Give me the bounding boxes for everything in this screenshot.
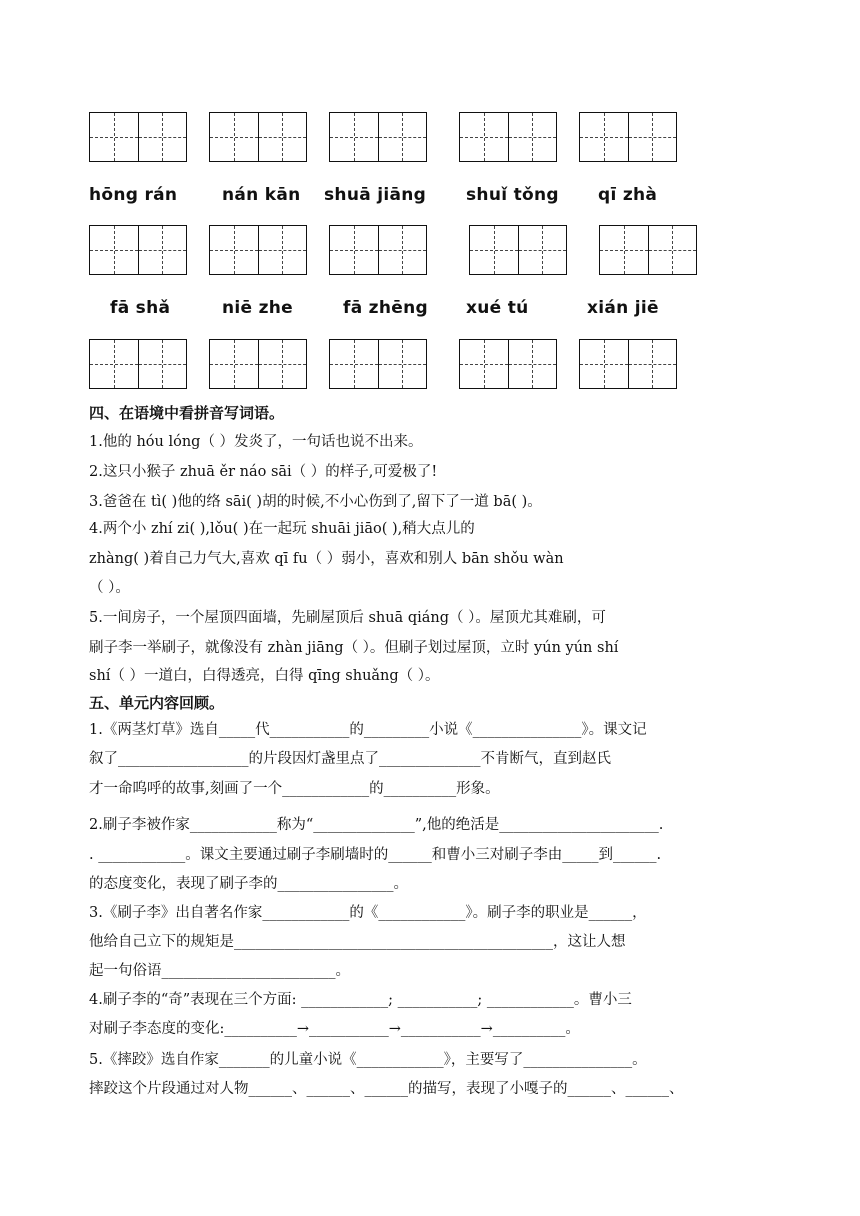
pinyin-label: xué tú: [466, 298, 529, 318]
pinyin-label: xián jiē: [587, 298, 659, 318]
writing-box[interactable]: [459, 339, 557, 389]
writing-box[interactable]: [459, 112, 557, 162]
pinyin-label: nán kān: [222, 185, 301, 205]
question-line: 刷子李一举刷子，就像没有 zhàn jiāng（ ）。但刷子划过屋顶，立时 yún yún shí: [89, 640, 619, 656]
writing-box[interactable]: [209, 339, 307, 389]
writing-box[interactable]: [579, 112, 677, 162]
section-4-heading: 四、在语境中看拼音写词语。: [89, 404, 285, 422]
question-line: 摔跤这个片段通过对人物______、______、______的描写，表现了小嘎子的______、______、: [89, 1081, 684, 1097]
question-line: 3.《刷子李》出自著名作家____________的《____________》。刷子李的职业是______，: [89, 905, 647, 921]
writing-box[interactable]: [329, 112, 427, 162]
pinyin-label: fā shǎ: [110, 298, 171, 318]
writing-box[interactable]: [469, 225, 567, 275]
question-line: zhàng( )着自己力气大,喜欢 qī fu（ ）弱小，喜欢和别人 bān shǒu wàn: [89, 551, 564, 567]
writing-box[interactable]: [329, 225, 427, 275]
question-line: 2.这只小猴子 zhuā ěr náo sāi（ ）的样子,可爱极了!: [89, 464, 438, 480]
writing-box[interactable]: [89, 339, 187, 389]
question-line: shí（ ）一道白，白得透亮，白得 qīng shuǎng（ ）。: [89, 668, 440, 684]
question-line: 1.《两茎灯草》选自_____代___________的_________小说《_______________》。课文记: [89, 722, 647, 738]
writing-box[interactable]: [579, 339, 677, 389]
question-line: 他给自己立下的规矩是____________________________________________，这让人想: [89, 934, 626, 950]
question-line: （ ）。: [89, 580, 130, 596]
question-line: . ____________。课文主要通过刷子李刷墙时的______和曹小三对刷子李由_____到______.: [89, 847, 662, 863]
question-line: 起一句俗语________________________。: [89, 963, 350, 979]
writing-box[interactable]: [329, 339, 427, 389]
question-line: 1.他的 hóu lóng（ ）发炎了，一句话也说不出来。: [89, 434, 423, 450]
question-line: 的态度变化，表现了刷子李的________________。: [89, 876, 408, 892]
writing-box[interactable]: [89, 225, 187, 275]
pinyin-label: hōng rán: [89, 185, 178, 205]
pinyin-label: shuǐ tǒng: [466, 185, 559, 205]
question-line: 4.两个小 zhí zi( ),lǒu( )在一起玩 shuāi jiāo( ),稍大点儿的: [89, 521, 475, 537]
writing-box[interactable]: [209, 112, 307, 162]
writing-boxes-row-2: [0, 225, 860, 277]
question-line: 叙了__________________的片段因灯盏里点了______________不肯断气，直到赵氏: [89, 751, 611, 767]
pinyin-label: shuā jiāng: [324, 185, 427, 205]
writing-box[interactable]: [599, 225, 697, 275]
question-line: 才一命呜呼的故事,刻画了一个____________的__________形象。: [89, 781, 500, 797]
question-line: 2.刷子李被作家____________称为“______________”,他的绝活是______________________.: [89, 817, 664, 833]
section-5-heading: 五、单元内容回顾。: [89, 694, 225, 712]
question-line: 5.一间房子，一个屋顶四面墙，先刷屋顶后 shuā qiáng（ ）。屋顶尤其难刷，可: [89, 610, 606, 626]
writing-box[interactable]: [89, 112, 187, 162]
question-line: 3.爸爸在 tì( )他的络 sāi( )胡的时候,不小心伤到了,留下了一道 bā( )。: [89, 494, 542, 510]
question-line: 对刷子李态度的变化:__________→___________→___________→__________。: [89, 1021, 580, 1037]
question-line: 4.刷子李的“奇”表现在三个方面: ____________; ___________; ____________。曹小三: [89, 992, 632, 1008]
pinyin-label: qī zhà: [598, 185, 658, 205]
writing-box[interactable]: [209, 225, 307, 275]
pinyin-label: fā zhēng: [343, 298, 428, 318]
question-line: 5.《摔跤》选自作家_______的儿童小说《____________》，主要写了_______________。: [89, 1052, 647, 1068]
writing-boxes-row-3: [0, 339, 860, 391]
writing-boxes-row-1: [0, 112, 860, 164]
pinyin-label: niē zhe: [222, 298, 294, 318]
